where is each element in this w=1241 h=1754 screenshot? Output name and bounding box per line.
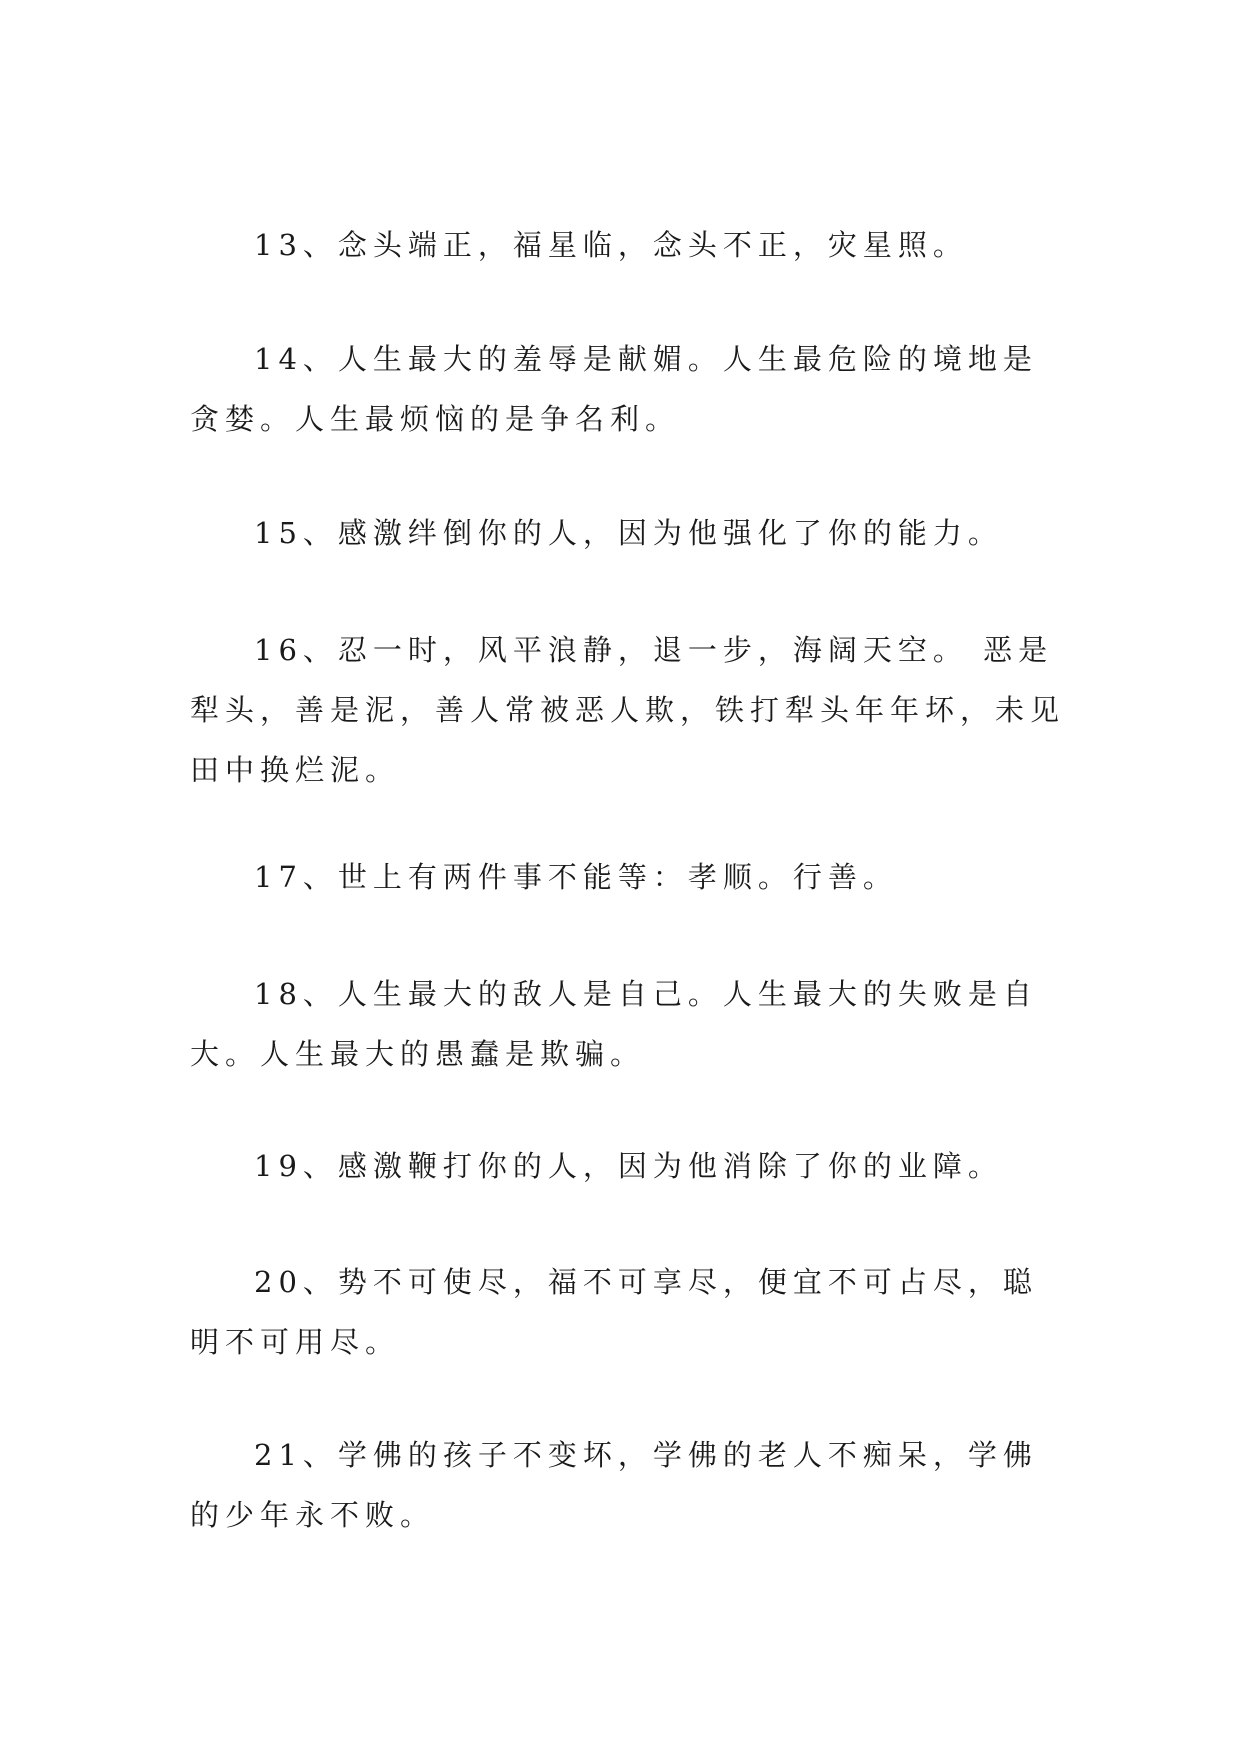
paragraph-17: 17、世上有两件事不能等：孝顺。行善。 (254, 860, 898, 894)
paragraph-13: 13、念头端正，福星临，念头不正，灾星照。 (254, 228, 968, 262)
paragraph-16: 16、忍一时，风平浪静，退一步，海阔天空。 恶是犁头，善是泥，善人常被恶人欺，铁打犁头年年坏，未见田中换烂泥。 (190, 633, 1066, 787)
paragraph-21: 21、学佛的孩子不变坏，学佛的老人不痴呆，学佛的少年永不败。 (190, 1438, 1038, 1532)
paragraph-14: 14、人生最大的羞辱是献媚。人生最危险的境地是贪婪。人生最烦恼的是争名利。 (190, 342, 1038, 436)
paragraph-18: 18、人生最大的敌人是自己。人生最大的失败是自大。人生最大的愚蠢是欺骗。 (190, 977, 1038, 1071)
paragraph-15: 15、感激绊倒你的人，因为他强化了你的能力。 (254, 516, 1003, 550)
paragraph-20: 20、势不可使尽，福不可享尽，便宜不可占尽，聪明不可用尽。 (190, 1265, 1038, 1359)
paragraph-19: 19、感激鞭打你的人，因为他消除了你的业障。 (254, 1149, 1003, 1183)
